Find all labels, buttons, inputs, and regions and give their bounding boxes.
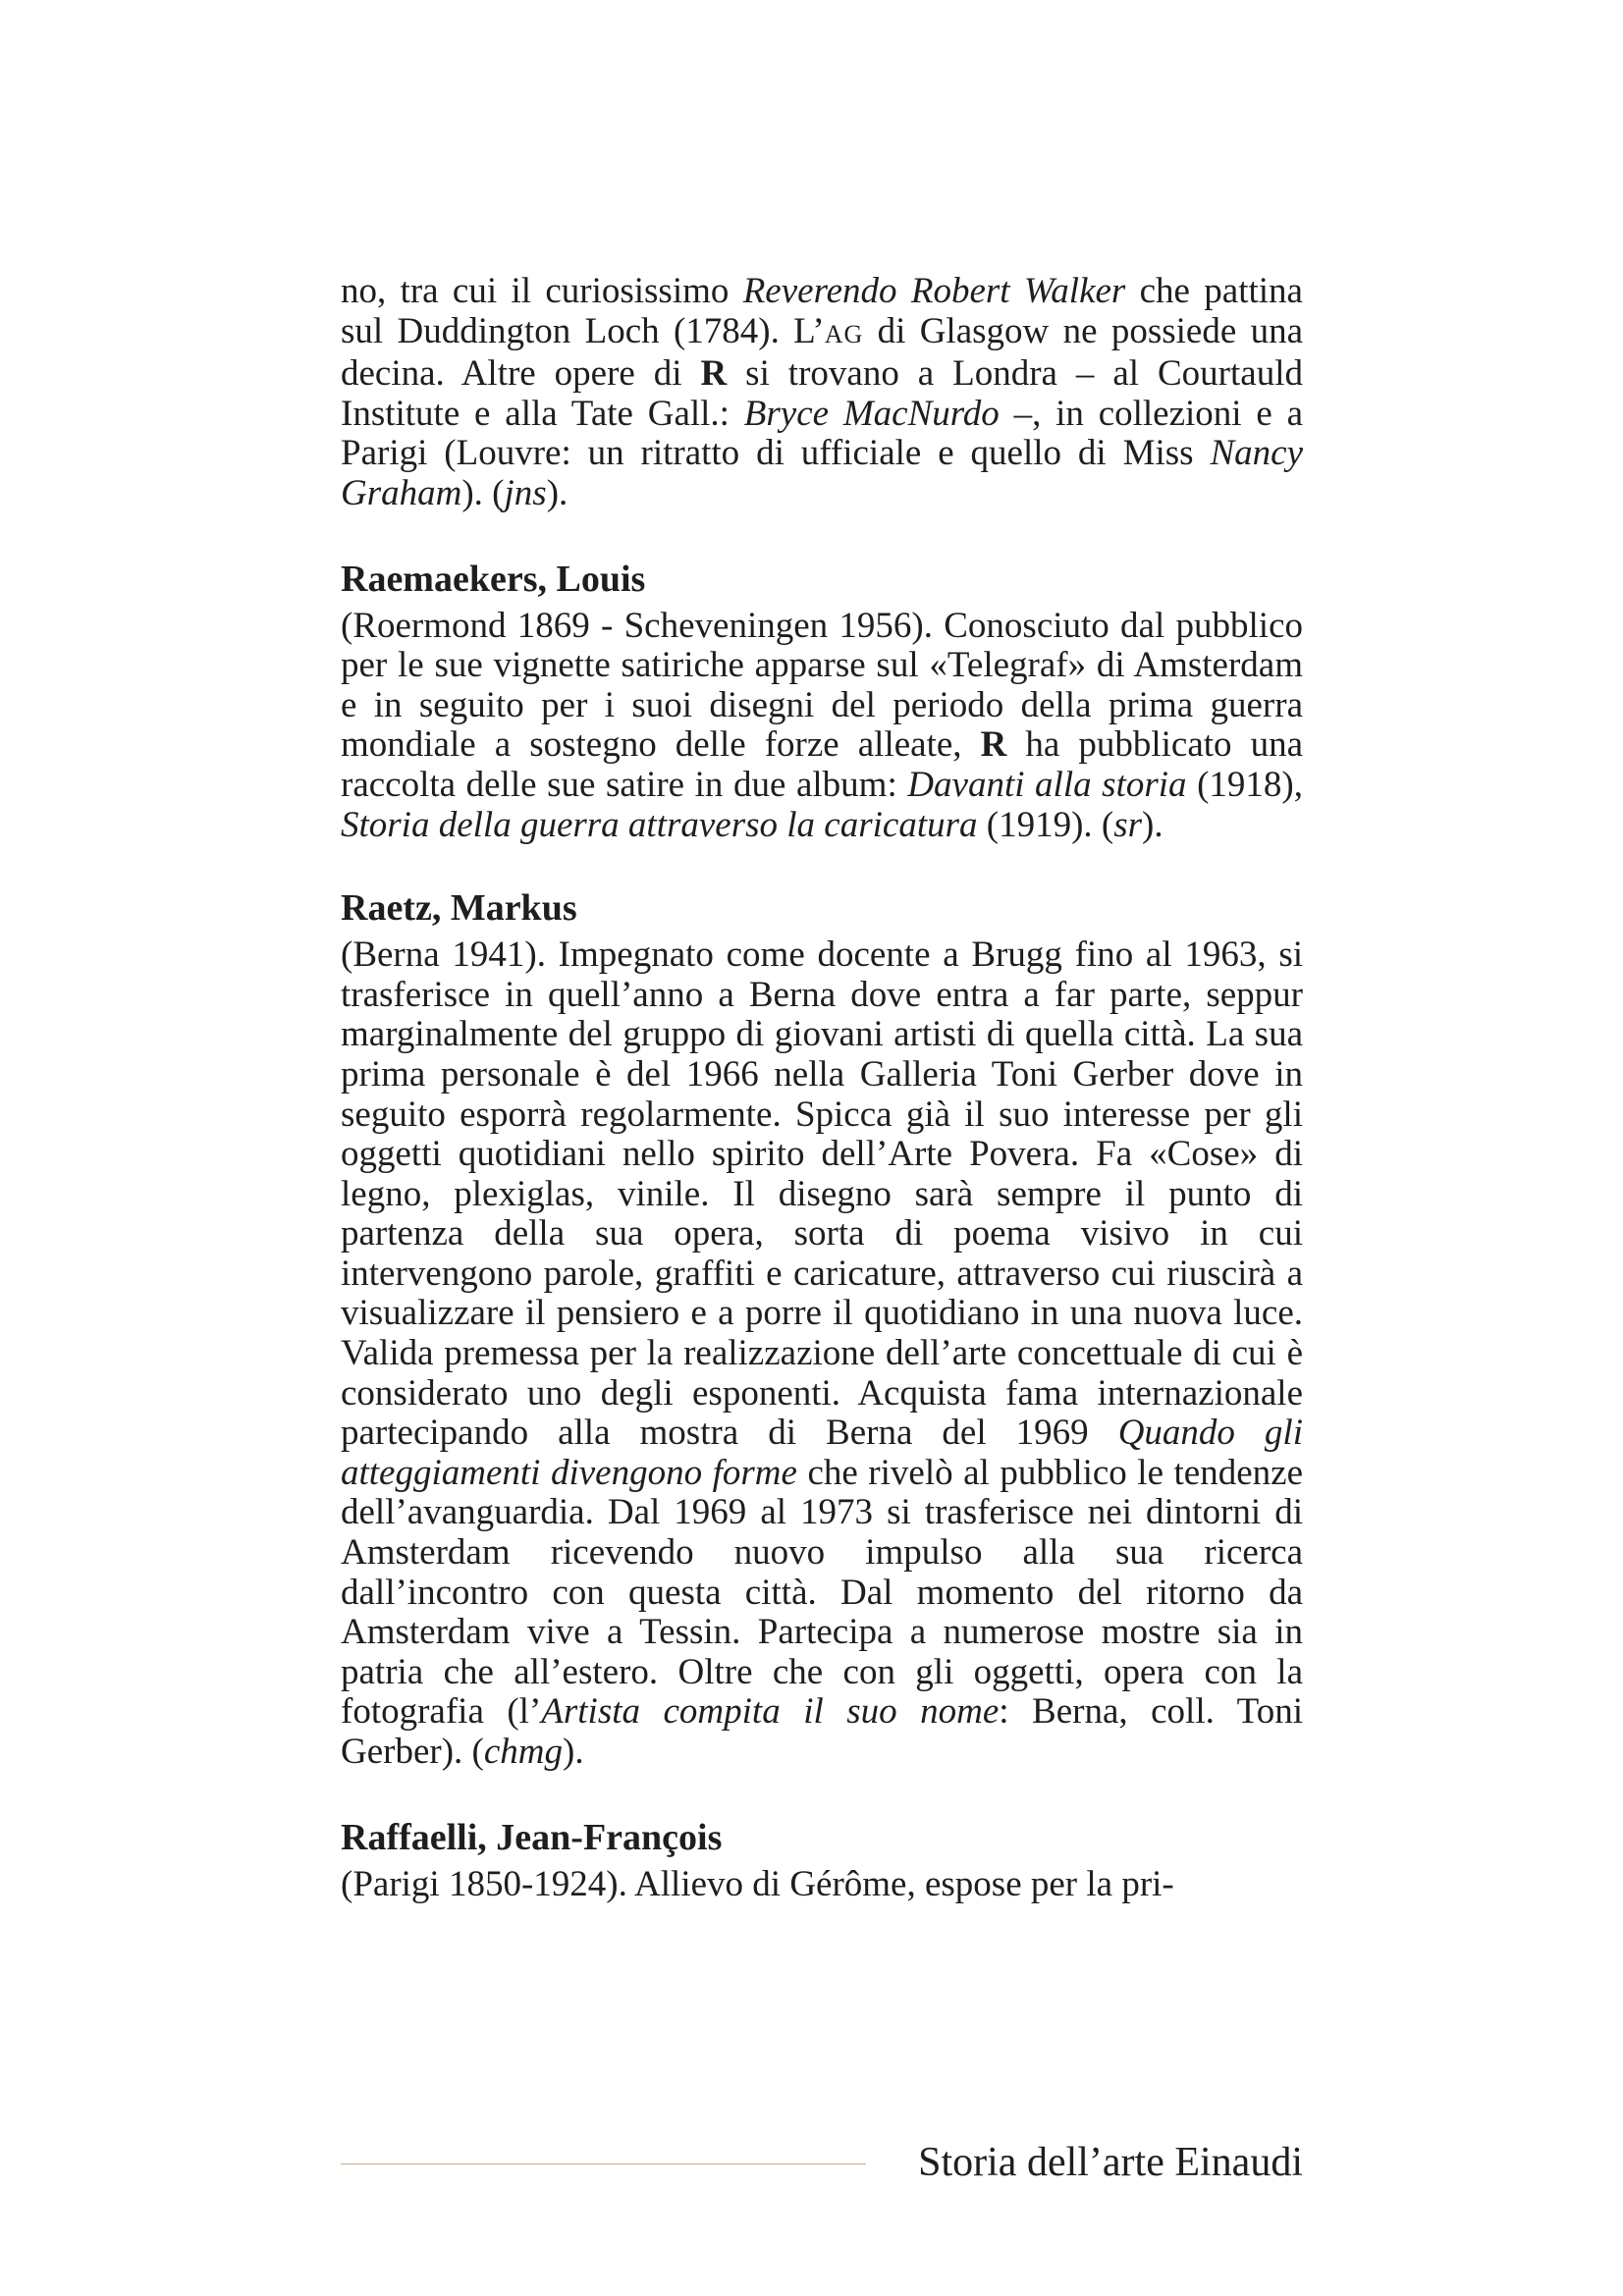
artwork-title: Nancy Graham <box>341 433 1303 513</box>
text-run: (Roermond 1869 - Scheveningen 1956). Conosciuto dal pubblico per le sue vignette satiriche apparse sul «Telegraf» di Amsterdam e in seguito per i suoi disegni del periodo della prima guerra mondiale a sostegno delle forze alleate, <box>341 605 1303 766</box>
page-footer <box>341 2138 1303 2187</box>
text-run: : Berna, coll. Toni Gerber). ( <box>341 1691 1303 1772</box>
continuation-paragraph <box>341 272 1303 514</box>
text-run: (Parigi 1850-1924). Allievo di Gérôme, espose per la pri- <box>341 1863 1174 1904</box>
artwork-title: Artista compita il suo nome <box>541 1691 1000 1733</box>
entry-body <box>341 1865 1303 1905</box>
entry-title: Raetz, Markus <box>341 887 577 930</box>
artwork-title: Bryce MacNurdo <box>743 393 1000 434</box>
text-run: (1918), <box>1186 764 1303 805</box>
text-run: che pattina sul Duddington Loch (1784). L’ <box>341 271 1303 351</box>
author-initials: jns <box>504 472 547 513</box>
text-run: che rivelò al pubblico le tendenze dell’avanguardia. Dal 1969 al 1973 si trasferisce nei dintorni di Amsterdam ricevendo nuovo impulso alla sua ricerca dall’incontro con questa città. Dal momento del ritorno da Amsterdam vive a Tessin. Partecipa a numerose mostre sia in patria che all’estero. Oltre che con gli oggetti, opera con la fotografia (l’ <box>341 1452 1303 1733</box>
text-run: di Glasgow ne possiede una decina. Altre opere di <box>341 310 1304 395</box>
text-run: ). <box>563 1732 584 1772</box>
footer-rule <box>341 2163 866 2164</box>
text-run: –, in collezioni e a Parigi (Louvre: un ritratto di ufficiale e quello di Miss <box>341 393 1304 474</box>
entry-raetz <box>341 884 1303 1772</box>
entry-title: Raemaekers, Louis <box>341 558 646 600</box>
entry-title: Raffaelli, Jean-François <box>341 1816 723 1858</box>
footer-title: Storia dell’arte Einaudi <box>918 2140 1303 2185</box>
text-column <box>341 272 1303 1904</box>
text-run: ha pubblicato una raccolta delle sue satire in due album: <box>341 724 1304 805</box>
artwork-title: Reverendo Robert Walker <box>742 271 1126 311</box>
text-run: ). ( <box>461 472 505 513</box>
artwork-title: Storia della guerra attraverso la caricatura <box>341 804 978 845</box>
artwork-title: Quando gli atteggiamenti divengono forme <box>341 1413 1303 1493</box>
abbreviation: AG <box>824 319 864 348</box>
text-run: ). <box>1142 804 1163 845</box>
author-initials: sr <box>1113 804 1143 845</box>
artist-initial: R <box>980 724 1007 766</box>
entry-body <box>341 935 1303 1772</box>
text-run: (1919). ( <box>977 804 1114 845</box>
text-run: si trovano a Londra – al Courtauld Institute e alla Tate Gall.: <box>341 353 1303 434</box>
artist-initial: R <box>700 353 728 395</box>
artwork-title: Davanti alla storia <box>907 764 1187 805</box>
entry-body <box>341 607 1303 846</box>
text-run: ). <box>546 472 568 513</box>
entry-raffaelli <box>341 1814 1303 1905</box>
entry-raemaekers <box>341 556 1303 846</box>
text-run: no, tra cui il curiosissimo <box>341 271 743 311</box>
author-initials: chmg <box>483 1732 564 1772</box>
text-run: (Berna 1941). Impegnato come docente a Brugg fino al 1963, si trasferisce in quell’anno a Berna dove entra a far parte, seppur marginalmente del gruppo di giovani artisti di quella città. La sua prima personale è del 1966 nella Galleria Toni Gerber dove in seguito esporrà regolarmente. Spicca già il suo interesse per gli oggetti quotidiani nello spirito dell’Arte Povera. Fa «Cose» di legno, plexiglas, vinile. Il disegno sarà sempre il punto di partenza della sua opera, sorta di poema visivo in cui intervengono parole, graffiti e caricature, attraverso cui riuscirà a visualizzare il pensiero e a porre il quotidiano in una nuova luce. Valida premessa per la realizzazione dell’arte concettuale di cui è considerato uno degli esponenti. Acquista fama internazionale partecipando alla mostra di Berna del 1969 <box>341 934 1303 1454</box>
